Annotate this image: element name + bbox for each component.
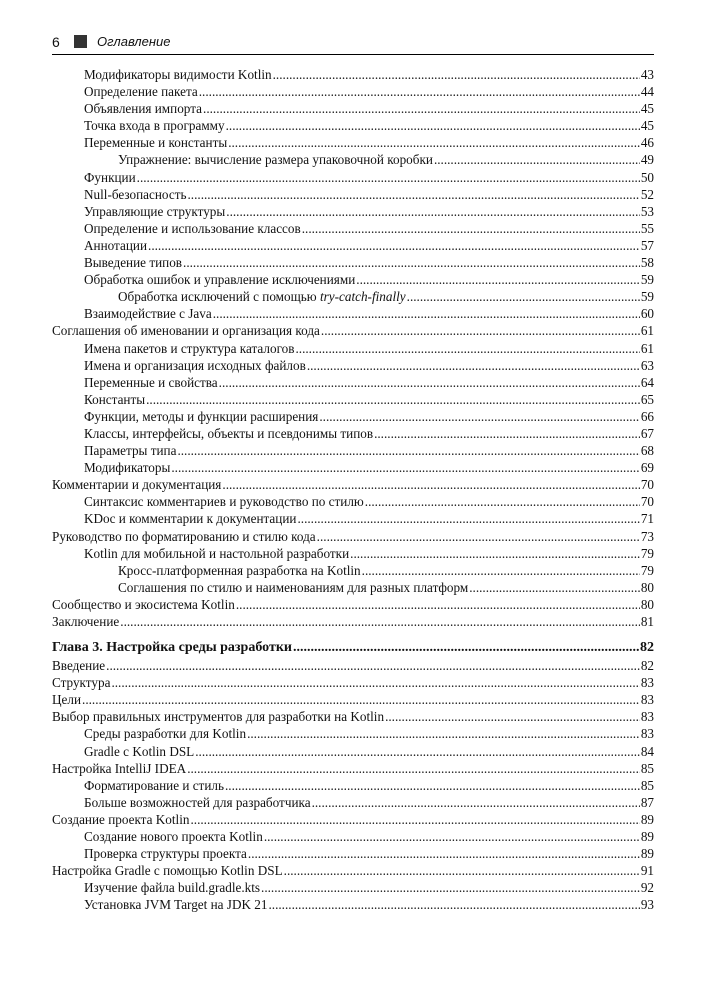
toc-entry-text: Цели	[52, 692, 82, 708]
dot-leader	[365, 493, 640, 510]
toc-entry-page: 73	[640, 528, 654, 544]
toc-entry[interactable]	[52, 896, 654, 913]
toc-entry-page: 87	[640, 794, 654, 810]
toc-entry[interactable]	[52, 271, 654, 288]
toc-entry-title	[118, 562, 361, 579]
toc-entry-title	[84, 725, 246, 742]
toc-entry-text: Константы	[84, 391, 146, 407]
toc-entry[interactable]	[52, 674, 654, 691]
toc-entry-text: KDoc и комментарии к документации	[84, 511, 297, 527]
toc-entry-title	[84, 357, 306, 374]
toc-entry[interactable]	[52, 408, 654, 425]
toc-entry-text: Синтаксис комментариев и руководство по стилю	[84, 494, 364, 510]
toc-entry-title	[84, 545, 349, 562]
dot-leader	[321, 322, 640, 339]
toc-entry-text: Соглашения по стилю и наименованиям для разных платформ	[118, 579, 469, 595]
toc-entry[interactable]	[52, 322, 654, 339]
toc-entry-text: Kotlin для мобильной и настольной разработки	[84, 545, 350, 561]
toc-entry-title	[84, 459, 170, 476]
toc-entry-title	[84, 896, 267, 913]
toc-entry-title	[84, 100, 202, 117]
dot-leader	[146, 391, 640, 408]
dot-leader	[219, 374, 640, 391]
toc-entry-page: 58	[640, 255, 654, 271]
toc-entry-page: 85	[640, 777, 654, 793]
toc-entry-text: Создание нового проекта Kotlin	[84, 829, 263, 845]
toc-entry-page: 67	[640, 425, 654, 441]
toc-entry-text: Введение	[52, 658, 106, 674]
toc-entry-title	[84, 828, 263, 845]
dot-leader	[236, 596, 640, 613]
toc-entry-text: Сообщество и экосистема Kotlin	[52, 596, 235, 612]
toc-entry-text: Функции	[84, 169, 136, 185]
dot-leader	[148, 237, 640, 254]
toc-entry-page: 83	[640, 726, 654, 742]
toc-entry-title	[52, 596, 235, 613]
toc-entry-page: 68	[640, 443, 654, 459]
dot-leader	[307, 357, 640, 374]
dot-leader	[284, 862, 640, 879]
toc-entry[interactable]	[52, 811, 654, 828]
toc-entry-title	[84, 117, 225, 134]
toc-entry-text: Аннотации	[84, 237, 148, 253]
toc-entry-text: Объявления импорта	[84, 101, 203, 117]
dot-leader	[225, 777, 640, 794]
toc-entry-text: Настройка Gradle с помощью Kotlin DSL	[52, 863, 283, 879]
toc-entry-title	[118, 151, 433, 168]
dot-leader	[317, 528, 640, 545]
toc-entry[interactable]	[52, 545, 654, 562]
toc-entry-title	[52, 691, 81, 708]
dot-leader	[302, 220, 640, 237]
dot-leader	[312, 794, 640, 811]
toc-entry-text: Обработка исключений с помощью	[118, 289, 320, 305]
dot-leader	[188, 186, 640, 203]
toc-entry-title	[84, 879, 260, 896]
toc-entry-title	[84, 743, 194, 760]
toc-entry-page: 80	[640, 596, 654, 612]
page-number: 6	[52, 34, 60, 50]
toc-entry[interactable]	[52, 725, 654, 742]
dot-leader	[171, 459, 639, 476]
toc-entry[interactable]	[52, 340, 654, 357]
toc-entry[interactable]	[52, 459, 654, 476]
toc-entry-text: Форматирование и стиль	[84, 777, 224, 793]
toc-entry[interactable]	[52, 169, 654, 186]
toc-section-chapter-2	[52, 66, 654, 630]
table-of-contents	[52, 66, 654, 914]
toc-entry-text: Соглашения об именовании и организация кода	[52, 323, 320, 339]
toc-entry-page: 46	[640, 135, 654, 151]
toc-entry-italic-text: try-catch-finally	[319, 289, 406, 305]
toc-entry-text: Больше возможностей для разработчика	[84, 794, 311, 810]
dot-leader	[213, 305, 640, 322]
toc-entry[interactable]	[52, 237, 654, 254]
toc-entry[interactable]	[52, 305, 654, 322]
dot-leader	[120, 613, 640, 630]
toc-entry-page: 66	[640, 408, 654, 424]
dot-leader	[137, 169, 640, 186]
toc-entry-page: 93	[640, 897, 654, 913]
toc-entry-title	[84, 254, 182, 271]
toc-entry[interactable]	[52, 83, 654, 100]
toc-entry-text: Функции, методы и функции расширения	[84, 408, 319, 424]
toc-entry-page: 65	[640, 391, 654, 407]
dot-leader	[190, 811, 639, 828]
toc-entry[interactable]	[52, 862, 654, 879]
toc-entry-text: Модификаторы видимости Kotlin	[84, 67, 272, 82]
toc-entry[interactable]	[52, 117, 654, 134]
toc-entry-text: Кросс-платформенная разработка на Kotlin	[118, 562, 361, 578]
dot-leader	[261, 879, 640, 896]
dot-leader	[293, 638, 639, 657]
toc-entry-text: Определение пакета	[84, 84, 198, 100]
toc-entry[interactable]	[52, 528, 654, 545]
toc-entry-page: 63	[640, 357, 654, 373]
dot-leader	[356, 271, 640, 288]
toc-entry-title	[118, 579, 468, 596]
toc-entry[interactable]	[52, 254, 654, 271]
toc-entry[interactable]	[52, 657, 654, 674]
dot-leader	[226, 203, 640, 220]
dot-leader	[268, 896, 639, 913]
toc-entry-page: 61	[640, 340, 654, 356]
toc-entry-page: 82	[640, 658, 654, 674]
toc-entry-page: 92	[640, 880, 654, 896]
toc-entry-page: 79	[640, 545, 654, 561]
toc-entry-text: Переменные и свойства	[84, 374, 218, 390]
toc-entry-page: 84	[640, 743, 654, 759]
dot-leader	[374, 425, 640, 442]
toc-entry-text: Null-безопасность	[84, 186, 187, 202]
toc-entry-title	[52, 657, 105, 674]
dot-leader	[385, 708, 640, 725]
toc-entry-text: Модификаторы	[84, 460, 171, 476]
page-header	[52, 34, 654, 55]
toc-entry-title	[84, 794, 311, 811]
toc-entry-title	[84, 220, 301, 237]
toc-entry[interactable]	[52, 357, 654, 374]
toc-entry-page: 57	[640, 237, 654, 253]
toc-entry-title	[84, 66, 272, 83]
toc-entry-page: 59	[640, 272, 654, 288]
toc-entry-title	[84, 169, 136, 186]
dot-leader	[195, 743, 640, 760]
toc-entry-text: Управляющие структуры	[84, 203, 226, 219]
toc-entry[interactable]	[52, 476, 654, 493]
toc-entry-text: Установка JVM Target на JDK 21	[84, 897, 268, 913]
toc-entry-page: 71	[640, 511, 654, 527]
toc-entry-text: Переменные и константы	[84, 135, 228, 151]
dot-leader	[362, 562, 640, 579]
toc-entry-text: Настройка IntelliJ IDEA	[52, 760, 187, 776]
dot-leader	[434, 151, 640, 168]
toc-entry-title	[52, 613, 119, 630]
toc-entry-page: 45	[640, 101, 654, 117]
toc-entry[interactable]	[52, 151, 654, 168]
dot-leader	[82, 691, 640, 708]
toc-entry-page: 70	[640, 477, 654, 493]
dot-leader	[273, 66, 640, 83]
toc-entry-text: Обработка ошибок и управление исключениями	[84, 272, 356, 288]
toc-entry[interactable]	[52, 845, 654, 862]
header-square-icon	[74, 35, 87, 48]
toc-entry-page: 60	[640, 306, 654, 322]
toc-section-chapter-3	[52, 657, 654, 913]
toc-entry[interactable]	[52, 579, 654, 596]
toc-entry-page: 91	[640, 863, 654, 879]
toc-entry-text: Точка входа в программу	[84, 118, 225, 134]
toc-entry-text: Структура	[52, 675, 111, 691]
toc-entry-page: 53	[640, 203, 654, 219]
toc-entry-page: 83	[640, 709, 654, 725]
toc-entry-title	[84, 510, 296, 527]
toc-entry-title	[52, 811, 189, 828]
toc-entry[interactable]	[52, 562, 654, 579]
toc-entry-text: Выбор правильных инструментов для разработки на Kotlin	[52, 709, 385, 725]
toc-entry-title	[84, 134, 227, 151]
toc-entry-title	[84, 845, 247, 862]
dot-leader	[226, 117, 640, 134]
toc-entry-title	[84, 442, 176, 459]
toc-entry-title	[52, 760, 186, 777]
toc-entry[interactable]	[52, 100, 654, 117]
dot-leader	[264, 828, 640, 845]
toc-entry-title	[84, 777, 224, 794]
chapter-gap	[52, 630, 654, 638]
toc-entry-page: 89	[640, 829, 654, 845]
toc-entry[interactable]	[52, 288, 654, 305]
toc-entry[interactable]	[52, 220, 654, 237]
toc-entry-page: 55	[640, 220, 654, 236]
dot-leader	[297, 510, 639, 527]
toc-entry-text: Gradle с Kotlin DSL	[84, 743, 195, 759]
toc-entry-page: 85	[640, 760, 654, 776]
toc-entry-page: 61	[640, 323, 654, 339]
toc-entry-page: 59	[640, 289, 654, 305]
toc-entry-title	[52, 862, 283, 879]
toc-entry-text: Упражнение: вычисление размера упаковочной коробки	[118, 152, 433, 168]
dot-leader	[222, 476, 639, 493]
dot-leader	[295, 340, 639, 357]
toc-entry-page: 64	[640, 374, 654, 390]
toc-entry-title	[52, 476, 221, 493]
dot-leader	[203, 100, 640, 117]
toc-entry-title	[84, 271, 355, 288]
toc-entry-page: 43	[640, 67, 654, 82]
toc-entry-title	[84, 237, 147, 254]
toc-entry-text: Параметры типа	[84, 443, 177, 459]
dot-leader	[111, 674, 639, 691]
toc-entry[interactable]	[52, 879, 654, 896]
toc-entry[interactable]	[52, 596, 654, 613]
toc-entry-title	[84, 186, 187, 203]
toc-entry[interactable]	[52, 691, 654, 708]
toc-entry[interactable]	[52, 203, 654, 220]
toc-entry[interactable]	[52, 613, 654, 630]
toc-entry-title	[84, 391, 145, 408]
toc-entry-text: Выведение типов	[84, 255, 183, 271]
toc-entry[interactable]	[52, 425, 654, 442]
toc-entry-title	[52, 708, 384, 725]
toc-entry-page: 89	[640, 846, 654, 862]
toc-entry-title	[52, 322, 320, 339]
toc-entry[interactable]	[52, 186, 654, 203]
toc-entry[interactable]	[52, 708, 654, 725]
toc-entry[interactable]	[52, 493, 654, 510]
dot-leader	[177, 442, 639, 459]
toc-entry[interactable]	[52, 760, 654, 777]
toc-chapter-heading[interactable]	[52, 638, 654, 657]
toc-entry-title	[84, 493, 364, 510]
toc-entry[interactable]	[52, 794, 654, 811]
running-title: Оглавление	[97, 34, 171, 49]
toc-entry-page: 49	[640, 152, 654, 168]
toc-entry-title	[84, 83, 198, 100]
dot-leader	[350, 545, 640, 562]
toc-entry[interactable]	[52, 828, 654, 845]
toc-entry-title	[84, 340, 294, 357]
toc-entry-title	[52, 528, 316, 545]
dot-leader	[407, 288, 640, 305]
dot-leader	[183, 254, 640, 271]
toc-entry-text: Среды разработки для Kotlin	[84, 726, 247, 742]
toc-entry-page: 82	[640, 640, 654, 656]
dot-leader	[228, 134, 640, 151]
toc-entry-text: Заключение	[52, 614, 120, 629]
toc-entry[interactable]	[52, 134, 654, 151]
toc-entry[interactable]	[52, 391, 654, 408]
toc-entry-text: Имена пакетов и структура каталогов	[84, 340, 295, 356]
toc-entry-text: Проверка структуры проекта	[84, 846, 247, 862]
toc-entry-text: Взаимодействие с Java	[84, 306, 212, 322]
toc-entry-title	[52, 674, 110, 691]
toc-entry[interactable]	[52, 777, 654, 794]
dot-leader	[106, 657, 640, 674]
toc-entry-text: Имена и организация исходных файлов	[84, 357, 306, 373]
toc-entry-title	[84, 374, 218, 391]
toc-entry-page: 52	[640, 186, 654, 202]
dot-leader	[199, 83, 640, 100]
toc-entry-text: Руководство по форматированию и стилю кода	[52, 528, 316, 544]
toc-entry-text: Создание проекта Kotlin	[52, 811, 190, 827]
toc-entry-page: 89	[640, 811, 654, 827]
toc-entry-page: 50	[640, 169, 654, 185]
dot-leader	[187, 760, 640, 777]
toc-entry-page: 80	[640, 579, 654, 595]
toc-entry-page: 81	[640, 614, 654, 629]
toc-entry-title	[84, 305, 212, 322]
toc-entry[interactable]	[52, 510, 654, 527]
toc-entry-page: 44	[640, 84, 654, 100]
toc-entry-page: 45	[640, 118, 654, 134]
toc-entry[interactable]	[52, 374, 654, 391]
toc-entry[interactable]	[52, 743, 654, 760]
toc-entry-page: 79	[640, 562, 654, 578]
toc-entry[interactable]	[52, 442, 654, 459]
toc-entry-title	[118, 288, 406, 305]
toc-entry-page: 70	[640, 494, 654, 510]
dot-leader	[247, 725, 640, 742]
toc-entry-title: Глава 3. Настройка среды разработки	[52, 640, 292, 656]
toc-entry-title	[84, 408, 318, 425]
toc-entry-title	[84, 203, 225, 220]
dot-leader	[319, 408, 639, 425]
toc-entry-page: 83	[640, 692, 654, 708]
toc-entry-page: 83	[640, 675, 654, 691]
toc-entry-title	[84, 425, 373, 442]
toc-entry-text: Определение и использование классов	[84, 220, 301, 236]
dot-leader	[469, 579, 640, 596]
dot-leader	[248, 845, 640, 862]
toc-entry-text: Изучение файла build.gradle.kts	[84, 880, 261, 896]
toc-entry[interactable]	[52, 66, 654, 83]
toc-entry-page: 69	[640, 460, 654, 476]
toc-entry-text: Классы, интерфейсы, объекты и псевдонимы типов	[84, 425, 374, 441]
toc-entry-text: Комментарии и документация	[52, 477, 222, 493]
